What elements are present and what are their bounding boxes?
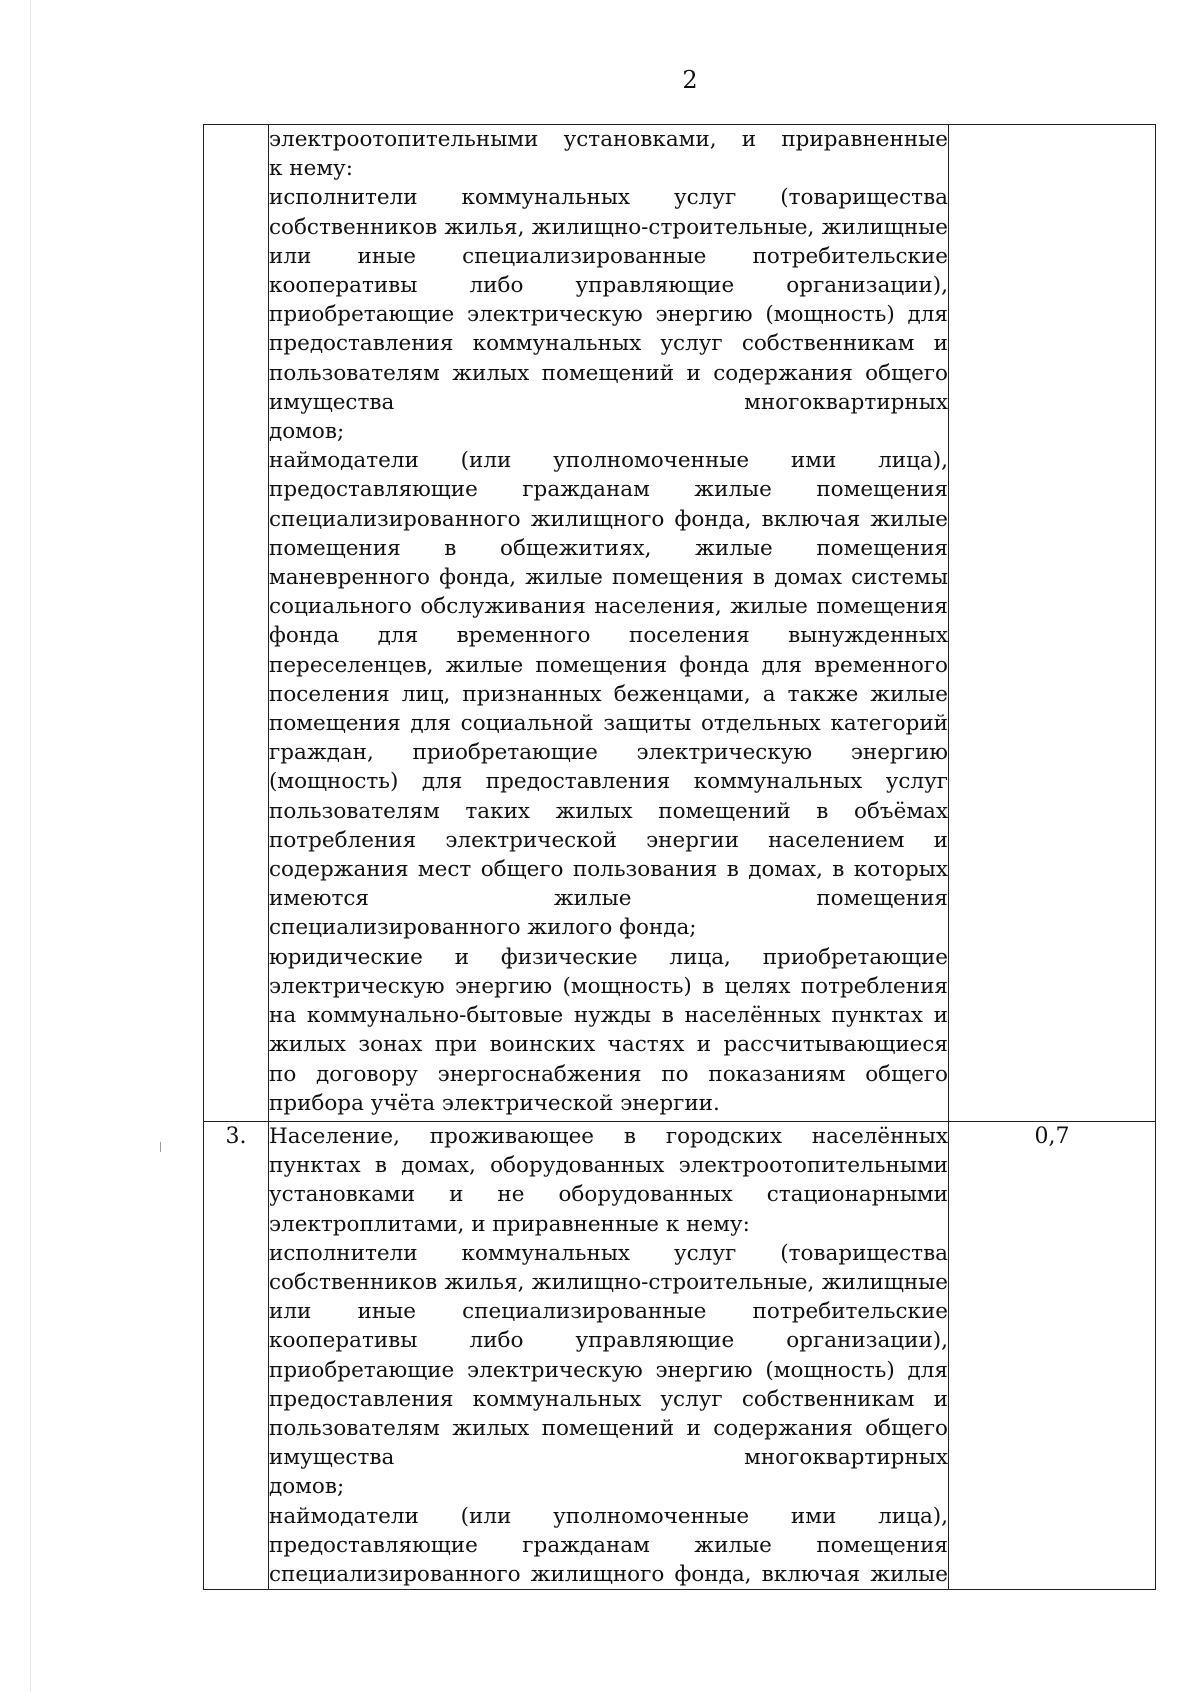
table-row: [204, 125, 1156, 1122]
paragraph: наймодатели (или уполномоченные ими лица), предоставляющие гражданам жилые помещения специализированного жилищного фонда, включая жилые: [269, 1503, 948, 1588]
row-number-cell: 3.: [204, 1122, 269, 1590]
row-description-cell: [269, 1122, 949, 1590]
paragraph: наймодатели (или уполномоченные ими лица), предоставляющие гражданам жилые помещения специализированного жилищного фонда, включая жилые помещения в общежитиях, жилые помещения маневренного фонда, жилые помещения в домах системы социального обслуживания населения, жилые помещения фонда для временного поселения вынужденных переселенцев, жилые помещения фонда для временного поселения лиц, признанных беженцами, а также жилые помещения для социальной защиты отдельных категорий граждан, приобретающие электрическую энергию (мощность) для предоставления коммунальных услуг пользователям таких жилых помещений в объёмах потребления электрической энергии населением и содержания мест общего пользования в домах, в которых имеются жилые помещения: [269, 448, 948, 912]
row-description-cell: [269, 125, 949, 1122]
row-value-cell: 0,7: [949, 1122, 1156, 1590]
paragraph: домов;: [269, 1474, 345, 1500]
paragraph: электроплитами, и приравненные к нему:: [269, 1211, 750, 1237]
paragraph: Население, проживающее в городских населённых пунктах в домах, оборудованных электроотопительными установками и не оборудованных стационарными: [269, 1124, 948, 1208]
row-number-cell: [204, 125, 269, 1122]
paragraph: исполнители коммунальных услуг (товарищества собственников жилья, жилищно-строительные, жилищные или иные специализированные потребительские кооперативы либо управляющие организации), приобретающие электрическую энергию (мощность) для предоставления коммунальных услуг собственникам и пользователям жилых помещений и содержания общего имущества многоквартирных: [269, 1240, 948, 1471]
paragraph: исполнители коммунальных услуг (товарищества собственников жилья, жилищно-строительные, жилищные или иные специализированные потребительские кооперативы либо управляющие организации), приобретающие электрическую энергию (мощность) для предоставления коммунальных услуг собственникам и пользователям жилых помещений и содержания общего имущества многоквартирных: [269, 185, 948, 415]
paragraph: к нему:: [269, 156, 353, 182]
paragraph: юридические и физические лица, приобретающие электрическую энергию (мощность) в целях потребления на коммунально-бытовые нужды в населённых пунктах и жилых зонах при воинских частях и рассчитывающиеся по договору энергоснабжения по показаниям общего: [269, 944, 948, 1087]
row-value-cell: [949, 125, 1156, 1122]
scan-mark: [160, 1142, 161, 1152]
tariff-table: [203, 124, 1156, 1590]
paragraph: прибора учёта электрической энергии.: [269, 1090, 720, 1116]
page-number: 2: [682, 66, 698, 94]
table-row: [204, 1122, 1156, 1590]
paragraph: электроотопительными установками, и приравненные: [269, 127, 948, 152]
paragraph: специализированного жилого фонда;: [269, 915, 697, 941]
paragraph: домов;: [269, 419, 345, 445]
scan-edge-line: [30, 0, 31, 1692]
